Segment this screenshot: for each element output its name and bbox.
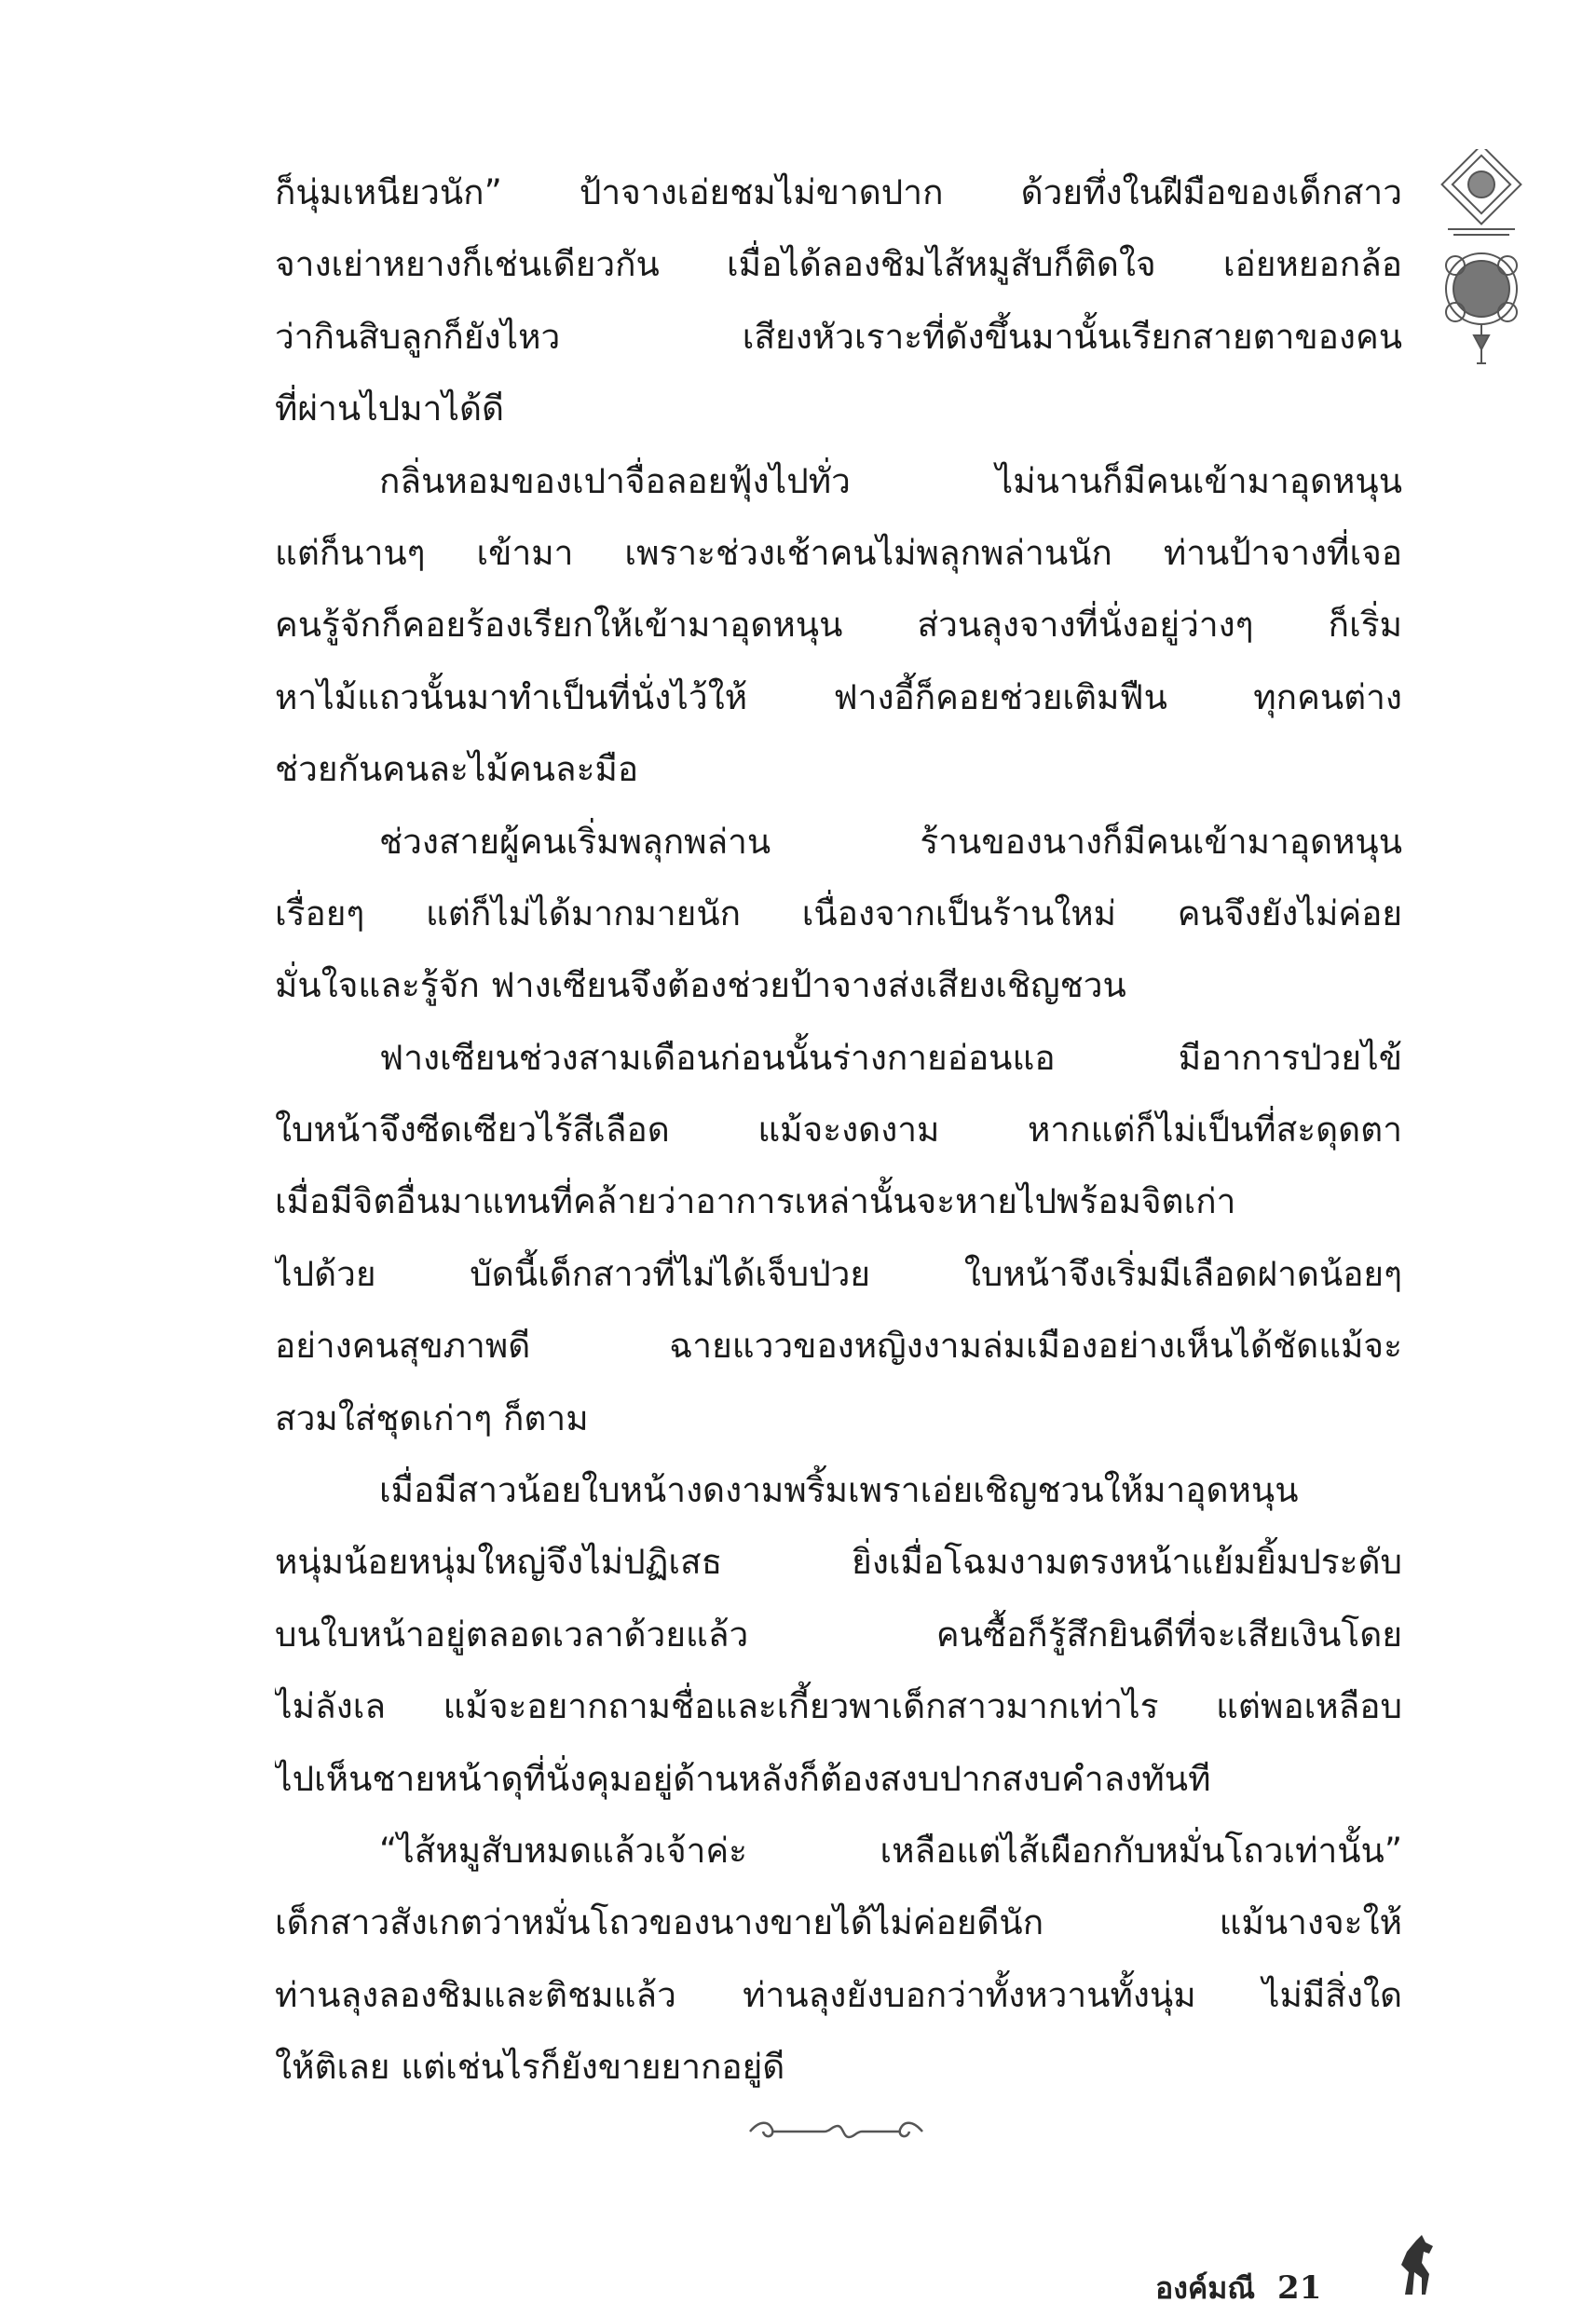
text-line: ไปเห็นชายหน้าดุที่นั่งคุมอยู่ด้านหลังก็ต้องสงบปากสงบคำลงทันที bbox=[275, 1758, 1211, 1799]
text-line: เด็กสาวสังเกตว่าหมั่นโถวของนางขายได้ไม่ค่อยดีนัก แม้นางจะให้ bbox=[275, 1902, 1402, 1943]
text-line: เรื่อยๆ แต่ก็ไม่ได้มากมายนัก เนื่องจากเป็นร้านใหม่ คนจึงยังไม่ค่อย bbox=[275, 892, 1402, 933]
page-footer bbox=[1155, 2260, 1321, 2316]
book-title: องค์มณี bbox=[1155, 2269, 1256, 2306]
scroll-divider-icon bbox=[741, 2113, 932, 2150]
text-line: ว่ากินสิบลูกก็ยังไหว เสียงหัวเราะที่ดังขึ้นมานั้นเรียกสายตาของคน bbox=[275, 316, 1402, 357]
text-line: หาไม้แถวนั้นมาทำเป็นที่นั่งไว้ให้ ฟางอี้ก็คอยช่วยเติมฟืน ทุกคนต่าง bbox=[275, 676, 1402, 717]
text-line: เมื่อมีสาวน้อยใบหน้างดงามพริ้มเพราเอ่ยเชิญชวนให้มาอุดหนุน bbox=[379, 1470, 1299, 1511]
text-line: “ไส้หมูสับหมดแล้วเจ้าค่ะ เหลือแต่ไส้เผือกกับหมั่นโถวเท่านั้น” bbox=[379, 1830, 1402, 1871]
text-line: บนใบหน้าอยู่ตลอดเวลาด้วยแล้ว คนซื้อก็รู้สึกยินดีที่จะเสียเงินโดย bbox=[275, 1614, 1402, 1655]
text-line: ไม่ลังเล แม้จะอยากถามชื่อและเกี้ยวพาเด็กสาวมากเท่าไร แต่พอเหลือบ bbox=[275, 1686, 1402, 1727]
text-line: ที่ผ่านไปมาได้ดี bbox=[275, 388, 505, 429]
text-line: ไปด้วย บัดนี้เด็กสาวที่ไม่ได้เจ็บป่วย ใบหน้าจึงเริ่มมีเลือดฝาดน้อยๆ bbox=[275, 1253, 1402, 1294]
text-line: คนรู้จักก็คอยร้องเรียกให้เข้ามาอุดหนุน ส่วนลุงจางที่นั่งอยู่ว่างๆ ก็เริ่ม bbox=[275, 605, 1402, 646]
body-text bbox=[275, 157, 1402, 2104]
text-line: ท่านลุงลองชิมและติชมแล้ว ท่านลุงยังบอกว่าทั้งหวานทั้งนุ่ม ไม่มีสิ่งใด bbox=[275, 1974, 1402, 2015]
text-line: มั่นใจและรู้จัก ฟางเซียนจึงต้องช่วยป้าจางส่งเสียงเชิญชวน bbox=[275, 965, 1126, 1006]
text-line: เมื่อมีจิตอื่นมาแทนที่คล้ายว่าอาการเหล่านั้นจะหายไปพร้อมจิตเก่า bbox=[275, 1181, 1236, 1222]
text-line: ก็นุ่มเหนียวนัก” ป้าจางเอ่ยชมไม่ขาดปาก ด้วยทึ่งในฝีมือของเด็กสาว bbox=[275, 172, 1402, 212]
text-line: ใบหน้าจึงซีดเซียวไร้สีเลือด แม้จะงดงาม หากแต่ก็ไม่เป็นที่สะดุดตา bbox=[275, 1110, 1402, 1151]
text-line: ช่วงสายผู้คนเริ่มพลุกพล่าน ร้านของนางก็มีคนเข้ามาอุดหนุน bbox=[379, 821, 1402, 862]
text-line: กลิ่นหอมของเปาจื่อลอยฟุ้งไปทั่ว ไม่นานก็มีคนเข้ามาอุดหนุน bbox=[379, 460, 1402, 501]
text-line: อย่างคนสุขภาพดี ฉายแววของหญิงงามล่มเมืองอย่างเห็นได้ชัดแม้จะ bbox=[275, 1326, 1402, 1367]
horse-logo-icon bbox=[1388, 2231, 1444, 2296]
decorative-emblem-icon bbox=[1435, 149, 1528, 405]
text-line: ฟางเซียนช่วงสามเดือนก่อนนั้นร่างกายอ่อนแอ มีอาการป่วยไข้ bbox=[379, 1037, 1402, 1078]
text-line: หนุ่มน้อยหนุ่มใหญ่จึงไม่ปฏิเสธ ยิ่งเมื่อโฉมงามตรงหน้าแย้มยิ้มประดับ bbox=[275, 1542, 1402, 1583]
text-line: ให้ติเลย แต่เช่นไรก็ยังขายยากอยู่ดี bbox=[275, 2047, 785, 2088]
text-line: จางเย่าหยางก็เช่นเดียวกัน เมื่อได้ลองชิมไส้หมูสับก็ติดใจ เอ่ยหยอกล้อ bbox=[275, 244, 1402, 285]
text-line: ช่วยกันคนละไม้คนละมือ bbox=[275, 749, 639, 790]
text-line: แต่ก็นานๆ เข้ามา เพราะช่วงเช้าคนไม่พลุกพล่านนัก ท่านป้าจางที่เจอ bbox=[275, 532, 1402, 573]
page-number: 21 bbox=[1277, 2269, 1322, 2307]
text-line: สวมใส่ชุดเก่าๆ ก็ตาม bbox=[275, 1397, 589, 1438]
